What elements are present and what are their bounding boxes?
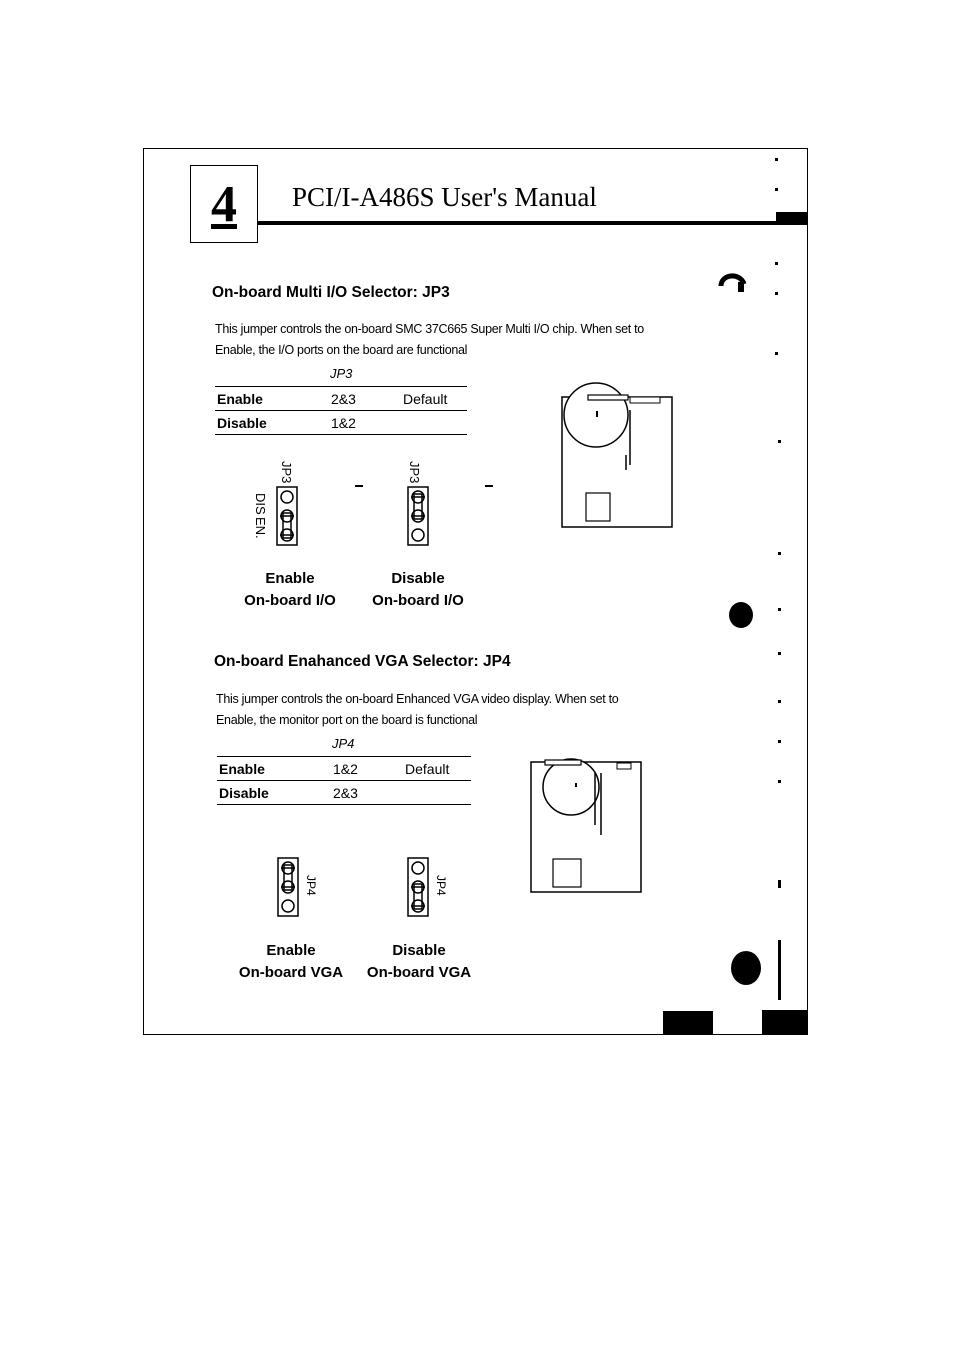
caption-line: On-board VGA	[366, 964, 472, 981]
jp3-row-label: Enable	[217, 391, 263, 407]
jp3-heading: On-board Multi I/O Selector: JP3	[212, 284, 450, 301]
jp4-description-line1: This jumper controls the on-board Enhanced VGA video display. When set to	[216, 692, 619, 706]
margin-mark	[778, 780, 781, 783]
margin-mark	[775, 262, 778, 265]
table-row	[217, 781, 471, 805]
margin-mark	[775, 188, 778, 191]
caption-line: Enable	[265, 570, 315, 587]
binding-hole-artifact	[731, 951, 761, 985]
jp4-table-header: JP4	[332, 736, 355, 751]
jp4-row-note	[403, 781, 471, 805]
margin-mark	[778, 652, 781, 655]
jp4-row-note: Default	[405, 761, 450, 777]
jp3-disable-jumper-diagram	[400, 455, 440, 550]
jp3-row-value: 2&3	[331, 391, 356, 407]
jp3-diagram-label: JP3	[407, 461, 422, 484]
jp4-description-line2: Enable, the monitor port on the board is functional	[216, 713, 478, 727]
jp4-row-label: Disable	[219, 785, 269, 801]
caption-line: On-board I/O	[244, 592, 336, 609]
caption-line: Disable	[392, 942, 446, 959]
table-row	[215, 411, 467, 435]
corner-tab	[762, 1010, 808, 1035]
margin-mark	[775, 352, 778, 355]
margin-mark	[778, 552, 781, 555]
binding-hole-artifact	[729, 602, 753, 628]
jp3-diagram-label: JP3	[279, 461, 294, 484]
margin-mark	[778, 880, 781, 888]
margin-mark	[775, 158, 778, 161]
jp3-enable-caption	[228, 568, 352, 612]
binding-hole-artifact	[718, 268, 748, 294]
jp3-row-note	[401, 411, 467, 435]
chapter-number-box	[190, 165, 258, 243]
jp3-board-location-diagram	[558, 375, 676, 530]
jp3-row-value: 1&2	[331, 415, 356, 431]
margin-mark	[775, 292, 778, 295]
margin-mark	[778, 608, 781, 611]
dash-mark	[355, 485, 363, 487]
jp4-board-location-diagram	[527, 745, 645, 900]
caption-line: Disable	[391, 570, 445, 587]
margin-mark	[778, 740, 781, 743]
jp4-disable-caption	[357, 940, 481, 984]
dash-mark	[485, 485, 493, 487]
jp4-enable-caption	[229, 940, 353, 984]
corner-tab	[663, 1011, 713, 1035]
header-rule	[258, 221, 808, 225]
jp4-row-value: 1&2	[333, 761, 358, 777]
margin-mark	[778, 940, 781, 1000]
jp3-table	[215, 386, 467, 435]
table-row	[217, 757, 471, 781]
caption-line: Enable	[266, 942, 316, 959]
manual-title: PCI/I-A486S User's Manual	[292, 182, 597, 212]
pin-label-dis: DIS	[253, 493, 268, 515]
jp3-disable-caption	[356, 568, 480, 612]
chapter-number: 4	[211, 175, 237, 233]
margin-mark	[778, 440, 781, 443]
pin-label-en: EN.	[253, 517, 268, 539]
jp3-row-label: Disable	[217, 415, 267, 431]
jp3-description-line1: This jumper controls the on-board SMC 37C665 Super Multi I/O chip. When set to	[215, 322, 644, 336]
jp3-description-line2: Enable, the I/O ports on the board are functional	[215, 343, 468, 357]
jp4-row-label: Enable	[219, 761, 265, 777]
jp4-diagram-label: JP4	[434, 875, 448, 896]
jp3-row-note: Default	[403, 391, 448, 407]
jp4-enable-jumper-diagram	[275, 855, 325, 920]
table-row	[215, 387, 467, 411]
jp4-row-value: 2&3	[333, 785, 358, 801]
jp4-heading: On-board Enahanced VGA Selector: JP4	[214, 653, 511, 670]
jp3-enable-jumper-diagram	[248, 455, 308, 550]
margin-mark	[778, 700, 781, 703]
caption-line: On-board VGA	[238, 964, 344, 981]
jp4-disable-jumper-diagram	[405, 855, 455, 920]
caption-line: On-board I/O	[372, 592, 464, 609]
jp4-diagram-label: JP4	[304, 875, 318, 896]
jp4-table	[217, 756, 471, 805]
jp3-table-header: JP3	[330, 366, 353, 381]
header-rule-tab	[776, 212, 808, 222]
